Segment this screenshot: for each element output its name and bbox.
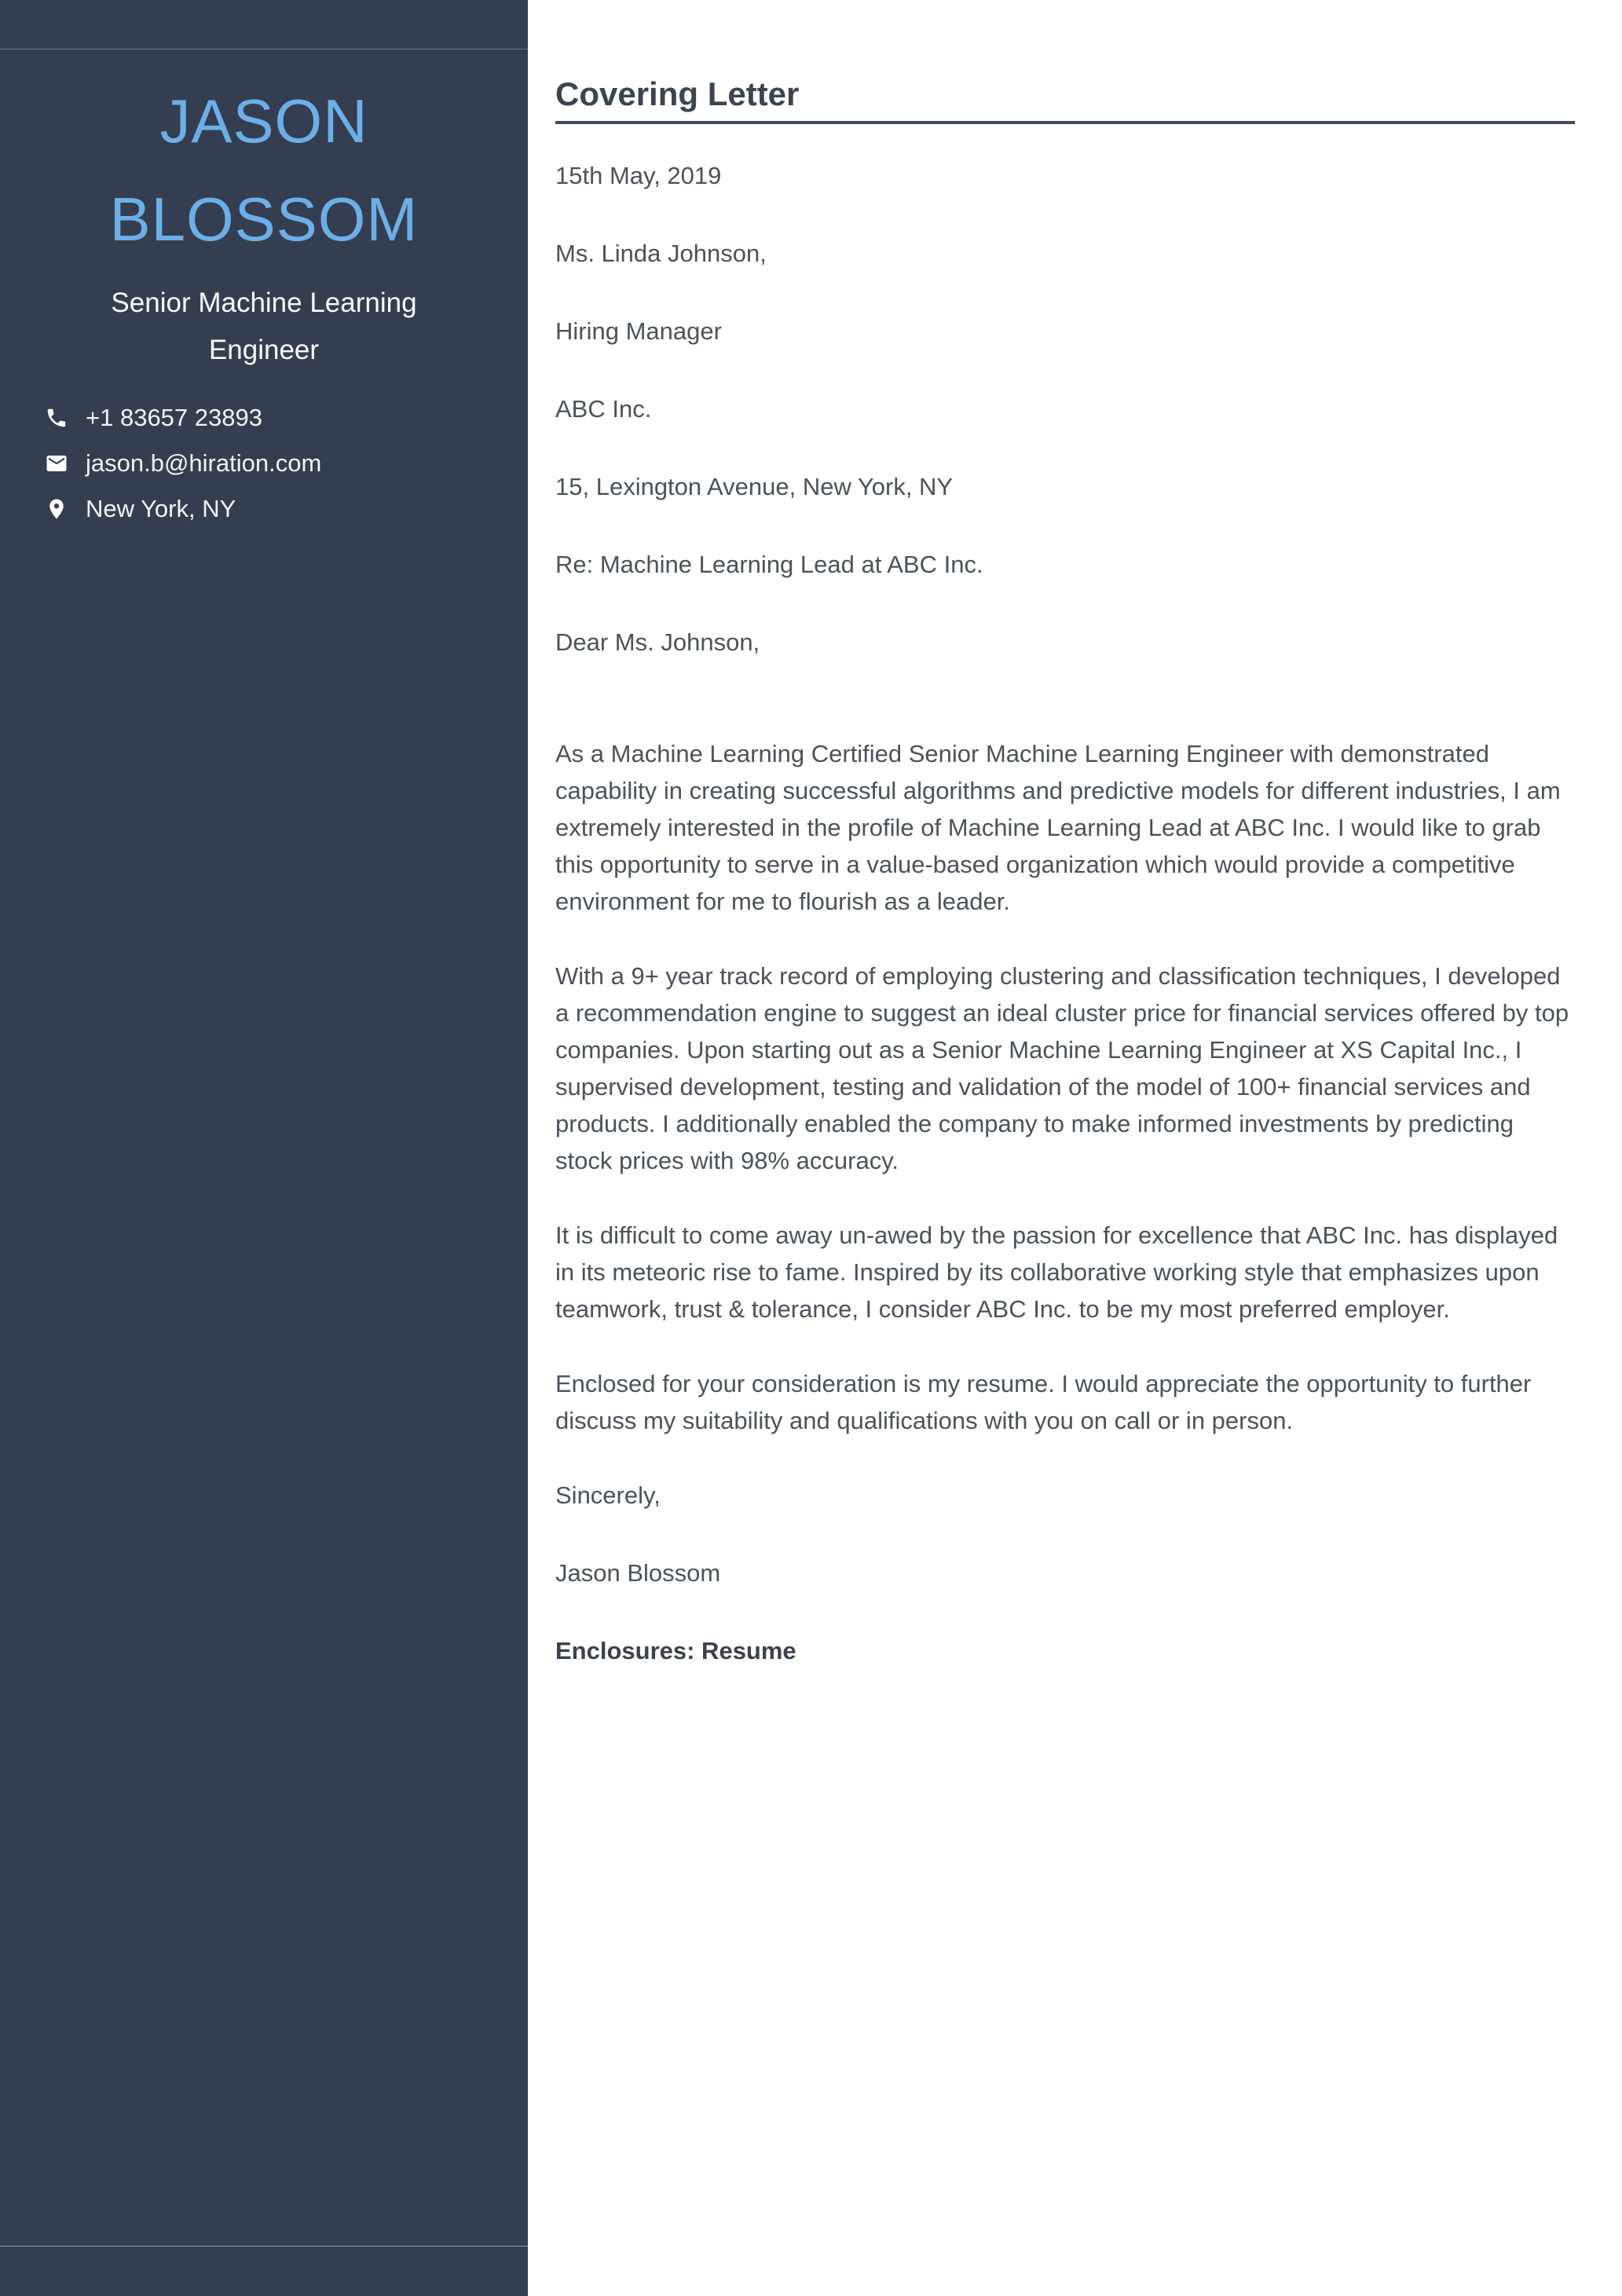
paragraph-2: With a 9+ year track record of employing clustering and classification techniques, I developed a recommendation engine to suggest an ideal cluster price for financial services offered by top companies. Upon starting out as a Senior Machine Learning Engineer at XS Capital Inc., I supervised development, testing and validation of the model of 100+ financial services and products. I additionally enabled the company to make informed investments by predicting stock prices with 98% accuracy. <box>555 962 1569 1174</box>
enclosures: Enclosures: Resume <box>555 1637 796 1664</box>
contact-email-value: jason.b@hiration.com <box>86 449 322 477</box>
contact-list <box>45 402 528 525</box>
email-icon <box>45 452 68 475</box>
contact-location-value: New York, NY <box>86 495 236 522</box>
company-address: 15, Lexington Avenue, New York, NY <box>555 473 954 500</box>
signature-name: Jason Blossom <box>555 1559 721 1587</box>
contact-location-row <box>45 493 528 525</box>
candidate-title: Senior Machine Learning Engineer <box>111 287 417 365</box>
location-pin-icon <box>45 497 68 521</box>
candidate-name: JASON BLOSSOM <box>109 86 419 254</box>
paragraph-4: Enclosed for your consideration is my resume. I would appreciate the opportunity to further discuss my suitability and qualifications with you on call or in person. <box>555 1370 1532 1434</box>
recipient-name: Ms. Linda Johnson, <box>555 240 767 267</box>
contact-phone-value: +1 83657 23893 <box>86 404 262 431</box>
contact-phone-row <box>45 402 528 434</box>
sidebar-bottom-divider <box>0 2246 528 2247</box>
subject-line: Re: Machine Learning Lead at ABC Inc. <box>555 551 983 578</box>
salutation: Dear Ms. Johnson, <box>555 628 760 656</box>
letter-heading: Covering Letter <box>555 75 1575 124</box>
closing: Sincerely, <box>555 1481 661 1509</box>
letter-body <box>528 0 1622 1669</box>
recipient-title: Hiring Manager <box>555 317 722 345</box>
sidebar <box>0 0 528 2296</box>
phone-icon <box>45 406 68 430</box>
letter-date: 15th May, 2019 <box>555 162 722 189</box>
paragraph-1: As a Machine Learning Certified Senior Machine Learning Engineer with demonstrated capability in creating successful algorithms and predictive models for different industries, I am extremely interested in the profile of Machine Learning Lead at ABC Inc. I would like to grab this opportunity to serve in a value-based organization which would provide a competitive environment for me to flourish as a leader. <box>555 740 1561 915</box>
contact-email-row <box>45 448 528 479</box>
paragraph-3: It is difficult to come away un-awed by the passion for excellence that ABC Inc. has displayed in its meteoric rise to fame. Inspired by its collaborative working style that emphasizes upon teamwork, trust & tolerance, I consider ABC Inc. to be my most preferred employer. <box>555 1221 1558 1323</box>
company-name: ABC Inc. <box>555 395 652 423</box>
